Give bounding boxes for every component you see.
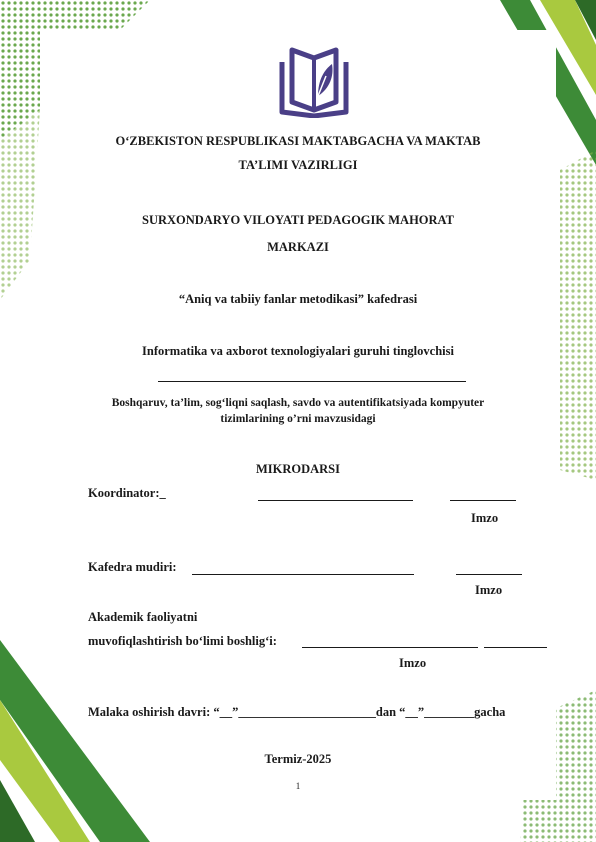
academic-name-blank [302,647,478,648]
center-title-line2: MARKAZI [267,240,329,254]
page-number: 1 [295,781,301,791]
period-end-blank: ________ [424,705,475,719]
period-label: Malaka oshirish davri: “ [88,705,220,719]
dot-pattern-right-edge [560,150,596,480]
training-period-line [88,705,505,720]
ministry-title-line1: O‘ZBEKISTON RESPUBLIKASI MAKTABGACHA VA MAKTAB [115,134,481,148]
student-name-blank [158,381,466,382]
topic-line2: tizimlarining o’rni mavzusidagi [220,413,376,425]
group-line: Informatika va axborot texnologiyalari guruhi tinglovchisi [142,344,454,358]
academic-label-line2: muvofiqlashtirish bo‘limi boshlig‘i: [88,634,277,648]
coordinator-signature-blank [450,500,516,501]
period-to-word: gacha [474,705,506,719]
period-quote-close-2: ” [417,705,425,719]
head-of-dept-signature-label: Imzo [475,583,503,597]
head-of-dept-signature-blank [456,574,522,575]
period-day-blank-2: __ [405,705,418,719]
academic-signature-label: Imzo [399,656,427,670]
period-from-word: dan “ [375,705,406,719]
center-title-line1: SURXONDARYO VILOYATI PEDAGOGIK MAHORAT [142,213,454,227]
coordinator-label: Koordinator:_ [88,486,166,500]
document-title: MIKRODARSI [255,462,341,476]
head-of-dept-name-blank [192,574,414,575]
period-start-blank: ______________________ [238,705,376,719]
department-name: “Aniq va tabiiy fanlar metodikasi” kafedrasi [178,292,418,306]
academic-signature-blank [484,647,547,648]
coordinator-name-blank [258,500,413,501]
ministry-title-line2: TA’LIMI VAZIRLIGI [238,158,358,172]
head-of-dept-label: Kafedra mudiri: [88,560,177,574]
period-quote-close: ” [232,705,239,719]
period-day-blank: __ [219,705,233,719]
coordinator-signature-label: Imzo [471,511,499,525]
academic-label-line1: Akademik faoliyatni [88,610,198,624]
city-year: Termiz-2025 [264,752,332,766]
topic-line1: Boshqaruv, ta’lim, sog‘liqni saqlash, savdo va autentifikatsiyada kompyuter [111,397,485,409]
book-leaf-icon [278,44,350,118]
